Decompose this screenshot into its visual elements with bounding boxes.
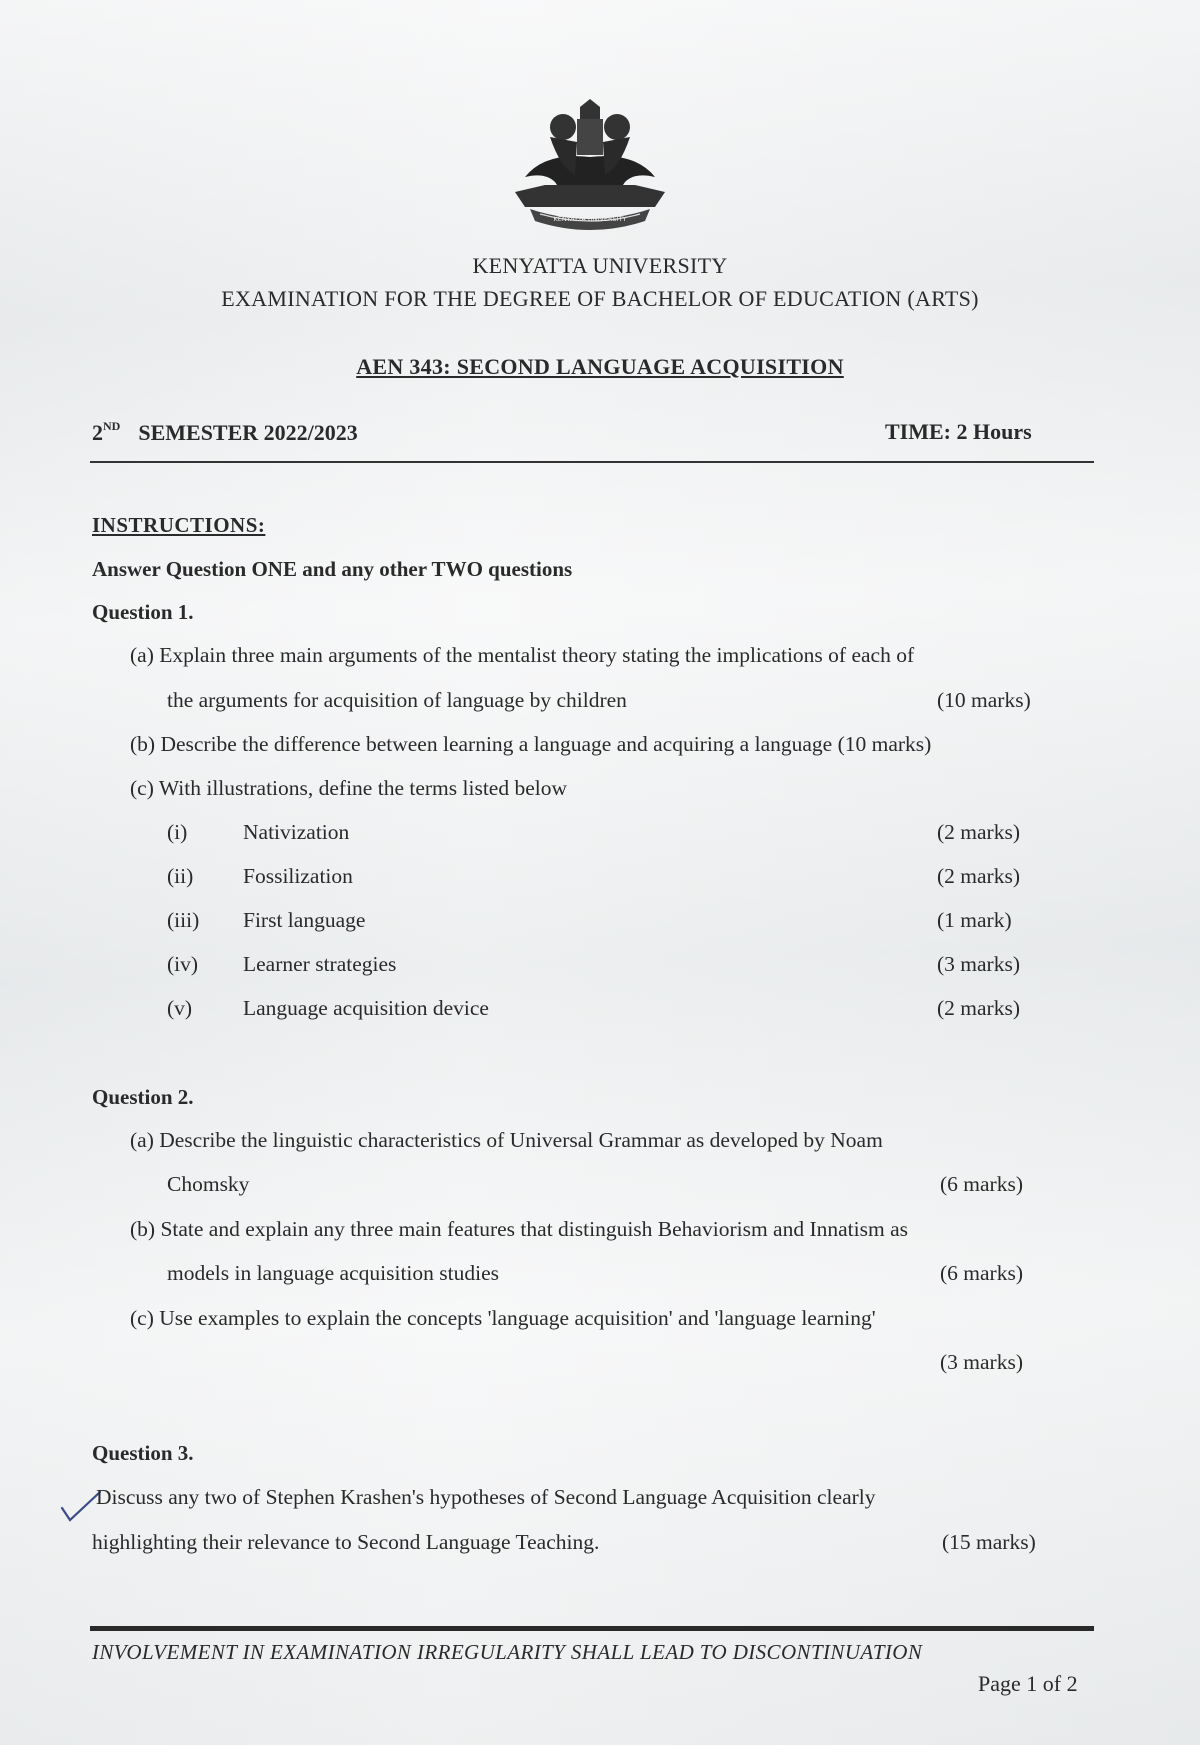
term-name: Learner strategies [243,952,397,976]
q2-b-marks: (6 marks) [940,1261,1023,1285]
q2-b-line2: models in language acquisition studies [167,1261,500,1285]
question-3-title: Question 3. [92,1441,194,1465]
question-1-title: Question 1. [92,600,194,624]
header-divider [90,461,1094,463]
university-crest-logo [505,97,675,237]
footer-warning: INVOLVEMENT IN EXAMINATION IRREGULARITY SHALL LEAD TO DISCONTINUATION [92,1640,923,1664]
instructions-text: Answer Question ONE and any other TWO questions [92,557,573,581]
q1-a-line2: the arguments for acquisition of language by children [167,688,627,712]
term-name: First language [243,908,366,932]
course-title [0,354,1200,380]
term-number: (i) [167,820,188,844]
semester-superscript: ND [103,419,121,433]
term-number: (ii) [167,864,194,888]
question-2-title: Question 2. [92,1085,194,1109]
q2-b-line1: (b) State and explain any three main features that distinguish Behaviorism and Innatism as [130,1217,908,1241]
term-marks: (2 marks) [937,864,1020,888]
term-name: Nativization [243,820,350,844]
term-marks: (2 marks) [937,820,1020,844]
crest-lettering: KENYATTA UNIVERSITY [553,215,627,223]
term-name: Language acquisition device [243,996,489,1020]
term-marks: (2 marks) [937,996,1020,1020]
q2-c-marks: (3 marks) [940,1350,1023,1374]
semester-text: SEMESTER 2022/2023 [138,420,358,445]
term-number: (iv) [167,952,199,976]
course-title-text: AEN 343: SECOND LANGUAGE ACQUISITION [356,354,844,379]
instructions-title: INSTRUCTIONS: [92,513,266,537]
q3-marks: (15 marks) [942,1530,1036,1554]
semester-label [92,419,358,446]
semester-number: 2 [92,420,103,445]
q2-a-marks: (6 marks) [940,1172,1023,1196]
exam-time: TIME: 2 Hours [885,419,1032,444]
q2-c: (c) Use examples to explain the concepts 'language acquisition' and 'language learning' [130,1306,876,1330]
q3-line1: Discuss any two of Stephen Krashen's hypotheses of Second Language Acquisition clearly [96,1485,876,1509]
term-name: Fossilization [243,864,353,888]
q3-line2: highlighting their relevance to Second Language Teaching. [92,1530,600,1554]
q2-a-line2: Chomsky [167,1172,250,1196]
university-name: KENYATTA UNIVERSITY [472,253,728,278]
q1-a-marks: (10 marks) [937,688,1031,712]
q2-a-line1: (a) Describe the linguistic characteristics of Universal Grammar as developed by Noam [130,1128,883,1152]
term-number: (v) [167,996,193,1020]
term-marks: (3 marks) [937,952,1020,976]
examination-title: EXAMINATION FOR THE DEGREE OF BACHELOR OF EDUCATION (ARTS) [221,286,979,311]
footer-divider [90,1626,1094,1631]
q1-c: (c) With illustrations, define the terms listed below [130,776,568,800]
q1-b: (b) Describe the difference between learning a language and acquiring a language (10 marks) [130,732,932,756]
term-number: (iii) [167,908,200,932]
q1-a-line1: (a) Explain three main arguments of the mentalist theory stating the implications of each of [130,643,915,667]
term-marks: (1 mark) [937,908,1012,932]
page-number: Page 1 of 2 [978,1671,1078,1696]
